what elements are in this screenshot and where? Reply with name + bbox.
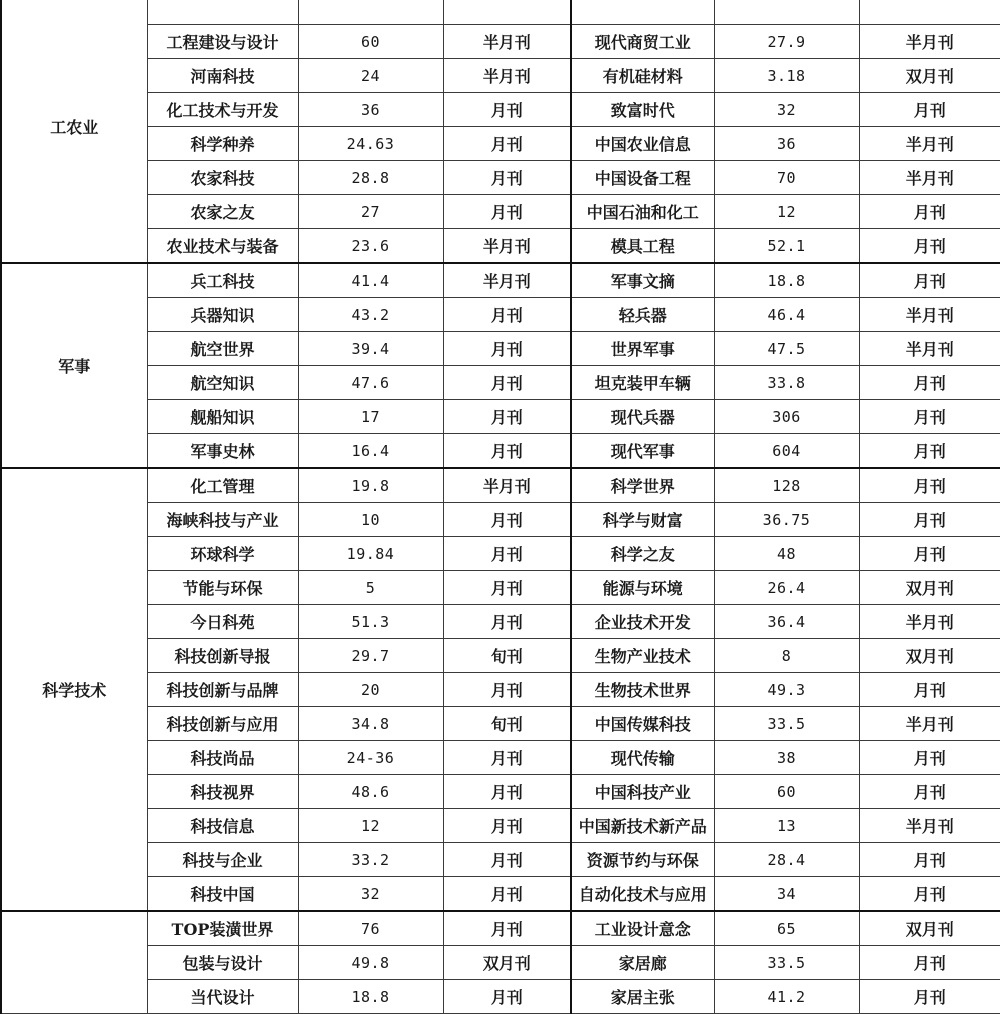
freq-cell: 月刊: [443, 605, 571, 639]
price-cell: 28.8: [298, 161, 443, 195]
price-cell: 19.8: [298, 468, 443, 503]
name-cell: 河南科技: [147, 59, 298, 93]
price-cell: 48.6: [298, 775, 443, 809]
table-row: [1, 911, 1000, 946]
name-cell: 当代设计: [147, 980, 298, 1014]
name-cell: 中国传媒科技: [571, 707, 714, 741]
name-cell: 中国新技术新产品: [571, 809, 714, 843]
name-cell: 军事史林: [147, 434, 298, 469]
freq-cell: 月刊: [443, 980, 571, 1014]
name-cell: 家居主张: [571, 980, 714, 1014]
price-cell: 128: [714, 468, 859, 503]
name-cell: 中国农业信息: [571, 127, 714, 161]
freq-cell: 双月刊: [859, 59, 1000, 93]
freq-cell: 月刊: [443, 843, 571, 877]
freq-cell: 月刊: [443, 809, 571, 843]
name-cell: 农业技术与装备: [147, 229, 298, 264]
price-cell: 38: [714, 741, 859, 775]
price-cell: 34: [714, 877, 859, 912]
price-cell: 27.9: [714, 25, 859, 59]
name-cell: 科技创新与品牌: [147, 673, 298, 707]
price-cell: 18.8: [298, 980, 443, 1014]
category-cell: 工农业: [1, 0, 147, 263]
name-cell: 科技创新与应用: [147, 707, 298, 741]
freq-cell: 月刊: [859, 468, 1000, 503]
table-row: [1, 843, 1000, 877]
name-cell: 化工技术与开发: [147, 93, 298, 127]
freq-cell: 半月刊: [443, 25, 571, 59]
name-cell: 现代兵器: [571, 400, 714, 434]
price-cell: 48: [714, 537, 859, 571]
price-cell: 18.8: [714, 263, 859, 298]
freq-cell: 月刊: [859, 93, 1000, 127]
freq-cell: 月刊: [443, 571, 571, 605]
price-cell: 26.4: [714, 571, 859, 605]
freq-cell: 月刊: [443, 298, 571, 332]
name-cell: 现代传输: [571, 741, 714, 775]
freq-cell: 月刊: [443, 537, 571, 571]
freq-cell: 月刊: [443, 877, 571, 912]
price-cell: 60: [714, 775, 859, 809]
table-row: [1, 25, 1000, 59]
price-cell: 27: [298, 195, 443, 229]
freq-cell: 半月刊: [443, 59, 571, 93]
table-row: [1, 400, 1000, 434]
price-cell: 24-36: [298, 741, 443, 775]
name-cell: 航空知识: [147, 366, 298, 400]
price-cell: 36.4: [714, 605, 859, 639]
freq-cell: 月刊: [859, 980, 1000, 1014]
price-cell: 28.4: [714, 843, 859, 877]
name-cell: 中国石油和化工: [571, 195, 714, 229]
name-cell: [147, 0, 298, 25]
name-cell: 科学与财富: [571, 503, 714, 537]
table-row: [1, 809, 1000, 843]
table-row: [1, 775, 1000, 809]
table-row: [1, 298, 1000, 332]
price-cell: [714, 0, 859, 25]
freq-cell: 双月刊: [443, 946, 571, 980]
freq-cell: 月刊: [443, 400, 571, 434]
name-cell: 科技尚品: [147, 741, 298, 775]
name-cell: 科学种养: [147, 127, 298, 161]
freq-cell: 月刊: [859, 400, 1000, 434]
table-row: [1, 980, 1000, 1014]
name-cell: 资源节约与环保: [571, 843, 714, 877]
name-cell: TOP装潢世界: [147, 911, 298, 946]
name-cell: 生物产业技术: [571, 639, 714, 673]
freq-cell: [443, 0, 571, 25]
price-cell: 3.18: [714, 59, 859, 93]
price-cell: 306: [714, 400, 859, 434]
freq-cell: 月刊: [443, 366, 571, 400]
table-row: [1, 605, 1000, 639]
price-cell: 47.5: [714, 332, 859, 366]
name-cell: 科学世界: [571, 468, 714, 503]
price-cell: 39.4: [298, 332, 443, 366]
name-cell: 科技中国: [147, 877, 298, 912]
freq-cell: 月刊: [443, 503, 571, 537]
table-row: [1, 93, 1000, 127]
freq-cell: 双月刊: [859, 639, 1000, 673]
table-row: [1, 537, 1000, 571]
price-cell: 47.6: [298, 366, 443, 400]
table-row: [1, 877, 1000, 912]
name-cell: 世界军事: [571, 332, 714, 366]
price-cell: 46.4: [714, 298, 859, 332]
name-cell: 企业技术开发: [571, 605, 714, 639]
name-cell: 兵器知识: [147, 298, 298, 332]
name-cell: 节能与环保: [147, 571, 298, 605]
price-cell: 17: [298, 400, 443, 434]
freq-cell: 月刊: [859, 503, 1000, 537]
freq-cell: 旬刊: [443, 639, 571, 673]
freq-cell: 双月刊: [859, 911, 1000, 946]
name-cell: 兵工科技: [147, 263, 298, 298]
table-row: [1, 707, 1000, 741]
freq-cell: 双月刊: [859, 571, 1000, 605]
table-row: [1, 0, 1000, 25]
freq-cell: 旬刊: [443, 707, 571, 741]
freq-cell: 月刊: [859, 741, 1000, 775]
price-cell: 20: [298, 673, 443, 707]
table-row: [1, 503, 1000, 537]
name-cell: 中国设备工程: [571, 161, 714, 195]
price-cell: 604: [714, 434, 859, 469]
freq-cell: 月刊: [859, 775, 1000, 809]
name-cell: 家居廊: [571, 946, 714, 980]
freq-cell: 月刊: [859, 263, 1000, 298]
name-cell: 航空世界: [147, 332, 298, 366]
freq-cell: 月刊: [443, 161, 571, 195]
name-cell: 科学之友: [571, 537, 714, 571]
name-cell: 模具工程: [571, 229, 714, 264]
name-cell: 生物技术世界: [571, 673, 714, 707]
price-cell: 36: [714, 127, 859, 161]
price-cell: 41.4: [298, 263, 443, 298]
table-row: [1, 195, 1000, 229]
name-cell: 有机硅材料: [571, 59, 714, 93]
table-row: [1, 468, 1000, 503]
price-cell: 33.8: [714, 366, 859, 400]
name-cell: 农家科技: [147, 161, 298, 195]
freq-cell: 月刊: [443, 93, 571, 127]
category-cell: 军事: [1, 263, 147, 468]
freq-cell: 半月刊: [443, 263, 571, 298]
name-cell: 中国科技产业: [571, 775, 714, 809]
price-cell: 8: [714, 639, 859, 673]
price-cell: 49.8: [298, 946, 443, 980]
freq-cell: 半月刊: [859, 25, 1000, 59]
table-row: [1, 332, 1000, 366]
price-cell: 16.4: [298, 434, 443, 469]
name-cell: 军事文摘: [571, 263, 714, 298]
price-cell: 36.75: [714, 503, 859, 537]
table-row: [1, 946, 1000, 980]
name-cell: 化工管理: [147, 468, 298, 503]
freq-cell: 月刊: [859, 673, 1000, 707]
table-row: [1, 434, 1000, 469]
freq-cell: [859, 0, 1000, 25]
price-cell: 76: [298, 911, 443, 946]
price-cell: [298, 0, 443, 25]
freq-cell: 月刊: [859, 434, 1000, 469]
freq-cell: 半月刊: [859, 707, 1000, 741]
price-cell: 12: [298, 809, 443, 843]
freq-cell: 月刊: [443, 332, 571, 366]
table-row: [1, 673, 1000, 707]
price-cell: 60: [298, 25, 443, 59]
name-cell: 工程建设与设计: [147, 25, 298, 59]
freq-cell: 月刊: [443, 673, 571, 707]
freq-cell: 月刊: [859, 877, 1000, 912]
category-cell: 科学技术: [1, 468, 147, 911]
freq-cell: 月刊: [443, 911, 571, 946]
name-cell: 科技与企业: [147, 843, 298, 877]
price-cell: 32: [298, 877, 443, 912]
price-cell: 33.5: [714, 946, 859, 980]
name-cell: 致富时代: [571, 93, 714, 127]
freq-cell: 月刊: [443, 434, 571, 469]
price-cell: 24.63: [298, 127, 443, 161]
freq-cell: 月刊: [859, 537, 1000, 571]
freq-cell: 半月刊: [859, 127, 1000, 161]
price-cell: 49.3: [714, 673, 859, 707]
price-cell: 36: [298, 93, 443, 127]
freq-cell: 月刊: [443, 195, 571, 229]
price-cell: 5: [298, 571, 443, 605]
price-cell: 33.5: [714, 707, 859, 741]
name-cell: 科技视界: [147, 775, 298, 809]
freq-cell: 月刊: [443, 741, 571, 775]
price-cell: 24: [298, 59, 443, 93]
name-cell: 轻兵器: [571, 298, 714, 332]
price-cell: 33.2: [298, 843, 443, 877]
table-row: [1, 639, 1000, 673]
table-row: [1, 59, 1000, 93]
name-cell: 坦克装甲车辆: [571, 366, 714, 400]
price-cell: 32: [714, 93, 859, 127]
price-cell: 23.6: [298, 229, 443, 264]
freq-cell: 月刊: [859, 946, 1000, 980]
freq-cell: 月刊: [859, 195, 1000, 229]
name-cell: 舰船知识: [147, 400, 298, 434]
price-cell: 13: [714, 809, 859, 843]
name-cell: 海峡科技与产业: [147, 503, 298, 537]
freq-cell: 月刊: [443, 127, 571, 161]
name-cell: 自动化技术与应用: [571, 877, 714, 912]
freq-cell: 月刊: [859, 366, 1000, 400]
name-cell: 现代商贸工业: [571, 25, 714, 59]
table-row: [1, 229, 1000, 264]
name-cell: 今日科苑: [147, 605, 298, 639]
freq-cell: 月刊: [859, 843, 1000, 877]
name-cell: 包装与设计: [147, 946, 298, 980]
price-cell: 43.2: [298, 298, 443, 332]
price-cell: 10: [298, 503, 443, 537]
name-cell: 工业设计意念: [571, 911, 714, 946]
price-cell: 19.84: [298, 537, 443, 571]
freq-cell: 半月刊: [859, 809, 1000, 843]
price-cell: 52.1: [714, 229, 859, 264]
name-cell: 能源与环境: [571, 571, 714, 605]
table-row: [1, 571, 1000, 605]
price-cell: 70: [714, 161, 859, 195]
table-row: [1, 127, 1000, 161]
freq-cell: 半月刊: [859, 605, 1000, 639]
price-cell: 34.8: [298, 707, 443, 741]
price-cell: 29.7: [298, 639, 443, 673]
name-cell: 现代军事: [571, 434, 714, 469]
name-cell: [571, 0, 714, 25]
freq-cell: 半月刊: [443, 229, 571, 264]
freq-cell: 半月刊: [859, 298, 1000, 332]
table-row: [1, 366, 1000, 400]
freq-cell: 半月刊: [859, 161, 1000, 195]
name-cell: 环球科学: [147, 537, 298, 571]
freq-cell: 月刊: [859, 229, 1000, 264]
freq-cell: 半月刊: [859, 332, 1000, 366]
table-row: [1, 263, 1000, 298]
price-cell: 12: [714, 195, 859, 229]
price-cell: 41.2: [714, 980, 859, 1014]
price-cell: 65: [714, 911, 859, 946]
name-cell: 科技信息: [147, 809, 298, 843]
category-cell: [1, 911, 147, 1014]
name-cell: 农家之友: [147, 195, 298, 229]
freq-cell: 月刊: [443, 775, 571, 809]
table-row: [1, 161, 1000, 195]
name-cell: 科技创新导报: [147, 639, 298, 673]
price-cell: 51.3: [298, 605, 443, 639]
freq-cell: 半月刊: [443, 468, 571, 503]
table-row: [1, 741, 1000, 775]
